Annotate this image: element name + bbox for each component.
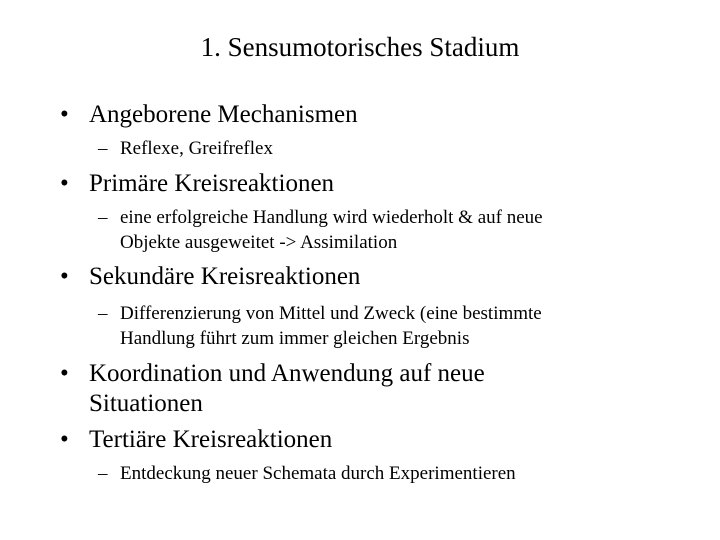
dash-marker: – [98, 463, 108, 484]
bullet-text: Sekundäre Kreisreaktionen [89, 263, 361, 290]
dash-marker: – [98, 303, 108, 324]
bullet-text: Primäre Kreisreaktionen [89, 170, 335, 197]
sub-bullet-text: Handlung führt zum immer gleichen Ergebnis [120, 328, 470, 349]
bullet-text: Tertiäre Kreisreaktionen [89, 426, 333, 453]
sub-bullet-text: Entdeckung neuer Schemata durch Experimentieren [120, 463, 516, 484]
bullet-text: Koordination und Anwendung auf neue [89, 360, 485, 387]
bullet-marker: • [60, 170, 69, 197]
bullet-marker: • [60, 263, 69, 290]
sub-bullet-text: Differenzierung von Mittel und Zweck (eine bestimmte [120, 303, 542, 324]
dash-marker: – [98, 138, 108, 159]
bullet-marker: • [60, 101, 69, 128]
bullet-marker: • [60, 426, 69, 453]
sub-bullet-text: eine erfolgreiche Handlung wird wiederholt & auf neue [120, 207, 543, 228]
slide-title: 1. Sensumotorisches Stadium [200, 32, 520, 62]
dash-marker: – [98, 207, 108, 228]
sub-bullet-text: Objekte ausgeweitet -> Assimilation [120, 232, 398, 253]
bullet-text: Angeborene Mechanismen [89, 101, 358, 128]
sub-bullet-text: Reflexe, Greifreflex [120, 138, 273, 159]
bullet-text: Situationen [89, 390, 203, 417]
bullet-marker: • [60, 360, 69, 387]
